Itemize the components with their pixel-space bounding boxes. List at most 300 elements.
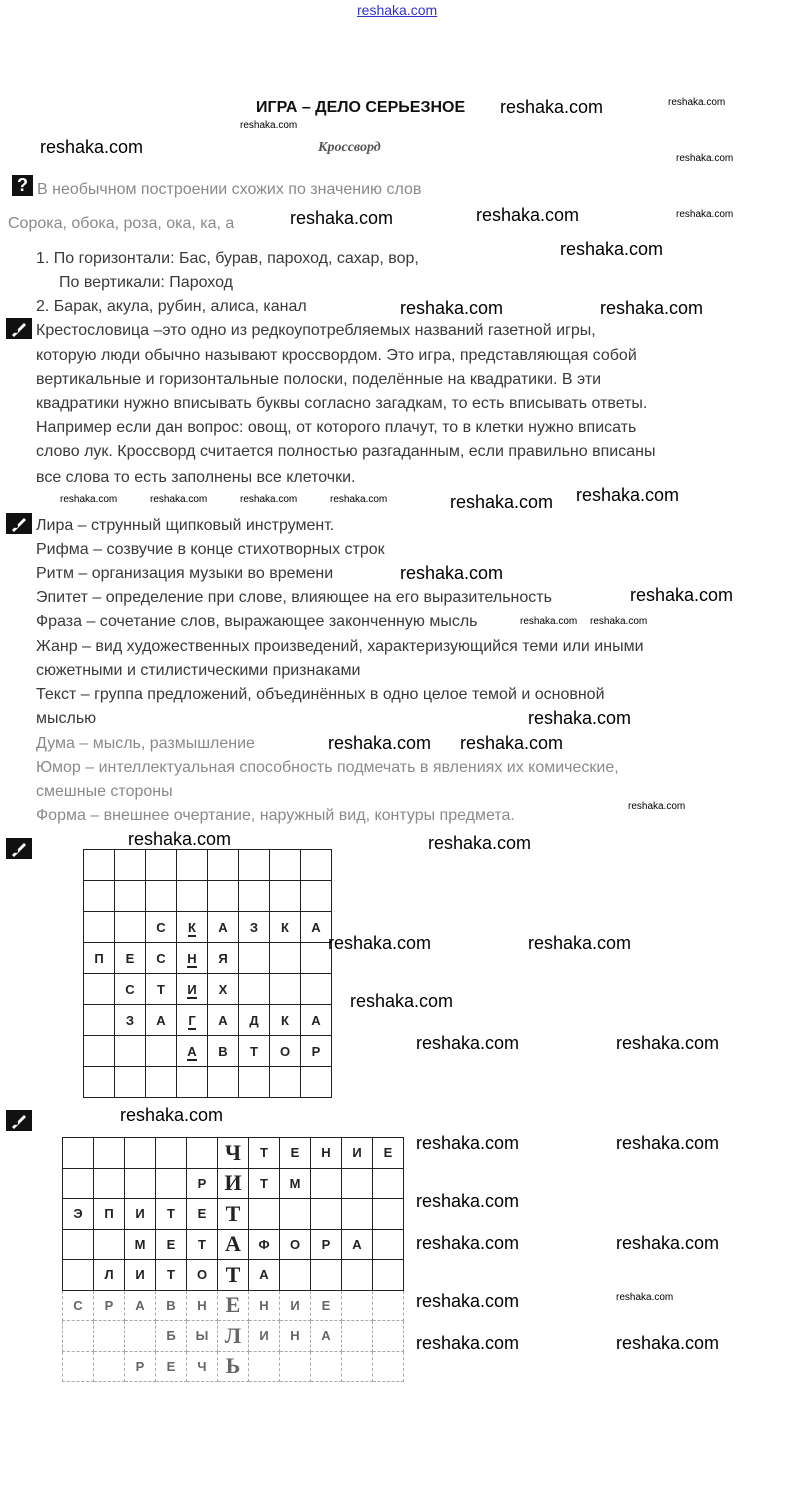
grid-cell	[270, 974, 301, 1005]
cell-letter: Е	[290, 1145, 300, 1161]
grid-cell	[239, 943, 270, 974]
cell-letter: К	[281, 919, 289, 935]
question-icon: ?	[12, 175, 33, 196]
cell-letter: Л	[104, 1267, 114, 1283]
grid-cell	[115, 943, 146, 974]
watermark: reshaka.com	[616, 1033, 720, 1053]
grid-cell	[270, 912, 301, 943]
watermark: reshaka.com	[60, 494, 118, 505]
grid-cell	[63, 1138, 94, 1169]
q3-line: смешные стороны	[36, 783, 173, 800]
cell-letter: А	[135, 1297, 145, 1313]
grid-cell	[301, 1067, 332, 1098]
grid-cell	[156, 1351, 187, 1382]
grid-cell	[218, 1168, 249, 1199]
q1-item: 2. Барак, акула, рубин, алиса, канал	[36, 298, 307, 315]
q2-line: слово лук. Кроссворд считается полностью разгаданным, если правильно вписаны	[36, 443, 656, 460]
cell-letter: Н	[259, 1297, 269, 1313]
grid-cell	[280, 1199, 311, 1230]
q1-words: Сорока, обока, роза, ока, ка, а	[8, 215, 235, 232]
q3-line: Ритм – организация музыки во времени	[36, 565, 334, 582]
watermark: reshaka.com	[328, 733, 432, 753]
cell-letter: Р	[104, 1297, 114, 1313]
grid-cell	[177, 1005, 208, 1036]
grid-cell	[115, 850, 146, 881]
grid-cell	[146, 1067, 177, 1098]
q2-line: Например если дан вопрос: овощ, от которого плачут, то в клетки нужно вписать	[36, 419, 637, 436]
grid-cell	[208, 943, 239, 974]
grid-cell	[311, 1290, 342, 1321]
cell-letter: И	[259, 1328, 269, 1344]
cell-letter: Н	[197, 1297, 207, 1313]
cell-letter: И	[135, 1206, 145, 1222]
cell-letter: И	[290, 1297, 300, 1313]
grid-row	[63, 1290, 404, 1321]
grid-cell	[342, 1229, 373, 1260]
grid-cell	[311, 1168, 342, 1199]
grid-cell	[208, 881, 239, 912]
cell-letter: О	[289, 1236, 301, 1252]
q3-line: Фраза – сочетание слов, выражающее законченную мысль	[36, 613, 478, 630]
cell-letter: Ы	[195, 1328, 209, 1344]
cell-letter: Т	[260, 1175, 268, 1191]
grid-cell	[63, 1351, 94, 1382]
grid-cell	[239, 912, 270, 943]
cell-letter: А	[225, 1231, 241, 1257]
q3-line: Эпитет – определение при слове, влияющее на его выразительность	[36, 589, 552, 606]
grid-cell	[342, 1260, 373, 1291]
grid-cell	[156, 1229, 187, 1260]
grid-cell	[84, 1067, 115, 1098]
grid-cell	[280, 1321, 311, 1352]
grid-cell	[280, 1168, 311, 1199]
watermark: reshaka.com	[400, 298, 504, 318]
cell-letter: Б	[166, 1328, 176, 1344]
grid-cell	[280, 1290, 311, 1321]
grid-cell	[208, 850, 239, 881]
q3-line: сюжетными и стилистическими признаками	[36, 662, 361, 679]
grid-cell	[218, 1229, 249, 1260]
cell-letter: Х	[218, 981, 228, 997]
q2-line: квадратики нужно вписывать буквы согласно загадкам, то есть вписывать ответы.	[36, 395, 648, 412]
watermark: reshaka.com	[450, 492, 554, 512]
crossword-1	[83, 849, 332, 1098]
pen-icon	[6, 318, 32, 339]
grid-cell	[249, 1199, 280, 1230]
watermark: reshaka.com	[560, 239, 664, 259]
cell-letter: Р	[197, 1175, 207, 1191]
grid-cell	[280, 1351, 311, 1382]
grid-cell	[187, 1321, 218, 1352]
q1-item: 1. По горизонтали: Бас, бурав, пароход, сахар, вор,	[36, 250, 419, 267]
watermark: reshaka.com	[416, 1233, 520, 1253]
grid-row	[84, 850, 332, 881]
grid-cell	[94, 1321, 125, 1352]
grid-cell	[239, 1005, 270, 1036]
watermark: reshaka.com	[40, 137, 144, 157]
watermark: reshaka.com	[150, 494, 208, 505]
cell-letter: Е	[166, 1358, 176, 1374]
grid-cell	[280, 1229, 311, 1260]
grid-cell	[301, 912, 332, 943]
grid-cell	[187, 1351, 218, 1382]
cell-letter: Н	[321, 1145, 331, 1161]
crossword-2	[62, 1137, 404, 1382]
grid-cell	[249, 1138, 280, 1169]
grid-cell	[156, 1168, 187, 1199]
grid-cell	[270, 1005, 301, 1036]
watermark: reshaka.com	[630, 585, 734, 605]
watermark: reshaka.com	[400, 563, 504, 583]
grid-cell	[177, 881, 208, 912]
grid-cell	[125, 1168, 156, 1199]
cell-letter: С	[125, 981, 135, 997]
watermark: reshaka.com	[460, 733, 564, 753]
cell-letter: О	[196, 1267, 208, 1283]
cell-letter: В	[166, 1297, 176, 1313]
grid-cell	[249, 1229, 280, 1260]
watermark: reshaka.com	[590, 616, 648, 627]
grid-cell	[301, 974, 332, 1005]
cell-letter: Е	[197, 1206, 207, 1222]
grid-cell	[84, 1036, 115, 1067]
grid-row	[63, 1199, 404, 1230]
grid-cell	[301, 850, 332, 881]
grid-cell	[156, 1290, 187, 1321]
watermark: reshaka.com	[520, 616, 578, 627]
pen-icon	[6, 838, 32, 859]
grid-cell	[94, 1290, 125, 1321]
grid-row	[63, 1138, 404, 1169]
cell-letter: Л	[224, 1322, 242, 1348]
grid-cell	[63, 1260, 94, 1291]
grid-cell	[115, 1067, 146, 1098]
cell-letter: П	[94, 950, 104, 966]
cell-letter: Т	[157, 981, 165, 997]
cell-letter: М	[289, 1175, 301, 1191]
cell-letter: И	[135, 1267, 145, 1283]
cell-letter: А	[352, 1236, 362, 1252]
watermark: reshaka.com	[416, 1191, 520, 1211]
cell-letter: Э	[73, 1206, 83, 1222]
grid-row	[84, 1005, 332, 1036]
grid-cell	[373, 1260, 404, 1291]
watermark: reshaka.com	[328, 933, 432, 953]
watermark: reshaka.com	[240, 494, 298, 505]
grid-cell	[156, 1199, 187, 1230]
grid-cell	[115, 974, 146, 1005]
cell-letter: З	[125, 1012, 135, 1028]
grid-cell	[146, 881, 177, 912]
grid-cell	[373, 1229, 404, 1260]
watermark: reshaka.com	[128, 829, 232, 849]
grid-cell	[115, 881, 146, 912]
grid-cell	[125, 1199, 156, 1230]
grid-cell	[270, 1036, 301, 1067]
q3-line: Форма – внешнее очертание, наружный вид, контуры предмета.	[36, 807, 515, 824]
grid-cell	[373, 1138, 404, 1169]
cell-letter: А	[259, 1267, 269, 1283]
grid-cell	[311, 1229, 342, 1260]
grid-row	[63, 1351, 404, 1382]
cell-letter: Е	[225, 1292, 241, 1318]
grid-cell	[208, 974, 239, 1005]
grid-cell	[342, 1168, 373, 1199]
grid-cell	[187, 1229, 218, 1260]
cell-letter: А	[218, 1012, 228, 1028]
watermark: reshaka.com	[628, 801, 686, 812]
grid-cell	[146, 912, 177, 943]
grid-row	[63, 1260, 404, 1291]
q3-line: Жанр – вид художественных произведений, характеризующийся теми или иными	[36, 638, 644, 655]
cell-letter: А	[311, 1012, 321, 1028]
grid-cell	[94, 1168, 125, 1199]
grid-cell	[125, 1321, 156, 1352]
grid-cell	[239, 1067, 270, 1098]
grid-cell	[239, 974, 270, 1005]
grid-cell	[156, 1321, 187, 1352]
cell-letter: Н	[290, 1328, 300, 1344]
grid-row	[63, 1229, 404, 1260]
pen-icon	[6, 513, 32, 534]
grid-cell	[115, 1036, 146, 1067]
grid-cell	[187, 1168, 218, 1199]
cell-letter: Т	[225, 1200, 241, 1226]
watermark: reshaka.com	[676, 153, 734, 164]
grid-cell	[146, 1005, 177, 1036]
grid-cell	[125, 1290, 156, 1321]
grid-cell	[84, 881, 115, 912]
watermark: reshaka.com	[416, 1333, 520, 1353]
grid-cell	[218, 1351, 249, 1382]
cell-letter: Р	[321, 1236, 331, 1252]
cell-letter: Ф	[258, 1236, 270, 1252]
grid-cell	[249, 1290, 280, 1321]
watermark: reshaka.com	[616, 1133, 720, 1153]
grid-row	[84, 881, 332, 912]
watermark: reshaka.com	[290, 208, 394, 228]
grid-cell	[301, 1036, 332, 1067]
grid-cell	[239, 881, 270, 912]
watermark: reshaka.com	[240, 120, 298, 131]
grid-cell	[115, 1005, 146, 1036]
grid-cell	[84, 974, 115, 1005]
cell-letter: П	[104, 1206, 114, 1222]
grid-cell	[311, 1138, 342, 1169]
cell-letter: Е	[321, 1297, 331, 1313]
cell-letter: Т	[167, 1267, 175, 1283]
grid-cell	[125, 1260, 156, 1291]
grid-cell	[156, 1260, 187, 1291]
grid-cell	[249, 1351, 280, 1382]
grid-cell	[84, 912, 115, 943]
grid-cell	[342, 1138, 373, 1169]
grid-cell	[301, 1005, 332, 1036]
q3-line: мыслью	[36, 710, 97, 727]
grid-cell	[94, 1138, 125, 1169]
cell-letter: А	[311, 919, 321, 935]
grid-cell	[373, 1199, 404, 1230]
grid-cell	[187, 1260, 218, 1291]
watermark: reshaka.com	[350, 991, 454, 1011]
grid-cell	[218, 1260, 249, 1291]
grid-row	[84, 912, 332, 943]
grid-cell	[115, 912, 146, 943]
grid-row	[63, 1168, 404, 1199]
grid-cell	[311, 1321, 342, 1352]
grid-cell	[208, 1036, 239, 1067]
cell-letter: Е	[383, 1145, 393, 1161]
grid-cell	[208, 1005, 239, 1036]
grid-cell	[373, 1290, 404, 1321]
cell-letter: А	[187, 1043, 197, 1059]
grid-cell	[239, 850, 270, 881]
cell-letter: В	[218, 1043, 228, 1059]
grid-cell	[270, 850, 301, 881]
watermark: reshaka.com	[528, 708, 632, 728]
grid-cell	[84, 1005, 115, 1036]
cell-letter: З	[249, 919, 259, 935]
watermark: reshaka.com	[528, 933, 632, 953]
grid-cell	[373, 1321, 404, 1352]
cell-letter: Т	[167, 1206, 175, 1222]
site-link[interactable]: reshaka.com	[357, 2, 438, 18]
grid-cell	[208, 1067, 239, 1098]
grid-cell	[94, 1260, 125, 1291]
grid-cell	[63, 1321, 94, 1352]
grid-cell	[177, 912, 208, 943]
cell-letter: К	[188, 919, 196, 935]
grid-cell	[177, 974, 208, 1005]
cell-letter: Я	[218, 950, 228, 966]
cell-letter: Р	[311, 1043, 321, 1059]
grid-cell	[94, 1351, 125, 1382]
grid-cell	[280, 1260, 311, 1291]
grid-cell	[177, 850, 208, 881]
grid-cell	[125, 1229, 156, 1260]
watermark: reshaka.com	[416, 1291, 520, 1311]
grid-cell	[218, 1138, 249, 1169]
grid-cell	[146, 974, 177, 1005]
grid-cell	[63, 1168, 94, 1199]
cell-letter: С	[73, 1297, 83, 1313]
watermark: reshaka.com	[600, 298, 704, 318]
cell-letter: А	[156, 1012, 166, 1028]
grid-cell	[239, 1036, 270, 1067]
watermark: reshaka.com	[616, 1233, 720, 1253]
watermark: reshaka.com	[428, 833, 532, 853]
cell-letter: К	[281, 1012, 289, 1028]
grid-row	[84, 943, 332, 974]
q3-line: Рифма – созвучие в конце стихотворных строк	[36, 541, 385, 558]
q3-line: Дума – мысль, размышление	[36, 735, 255, 752]
grid-cell	[63, 1290, 94, 1321]
cell-letter: О	[279, 1043, 291, 1059]
grid-row	[63, 1321, 404, 1352]
grid-cell	[249, 1260, 280, 1291]
cell-letter: Г	[188, 1012, 196, 1028]
q2-line: вертикальные и горизонтальные полоски, поделённые на квадратики. В эти	[36, 371, 602, 388]
cell-letter: Т	[250, 1043, 258, 1059]
grid-cell	[342, 1351, 373, 1382]
grid-cell	[84, 850, 115, 881]
pen-icon	[6, 1110, 32, 1131]
cell-letter: А	[218, 919, 228, 935]
grid-cell	[177, 1036, 208, 1067]
cell-letter: Д	[249, 1012, 259, 1028]
cell-letter: Р	[135, 1358, 145, 1374]
grid-cell	[177, 943, 208, 974]
grid-cell	[218, 1290, 249, 1321]
watermark: reshaka.com	[616, 1292, 674, 1303]
grid-cell	[280, 1138, 311, 1169]
grid-cell	[125, 1138, 156, 1169]
grid-row	[84, 1036, 332, 1067]
cell-letter: М	[134, 1236, 146, 1252]
page-title: ИГРА – ДЕЛО СЕРЬЕЗНОЕ	[256, 99, 466, 116]
grid-cell	[94, 1229, 125, 1260]
watermark: reshaka.com	[500, 97, 604, 117]
grid-cell	[311, 1351, 342, 1382]
grid-cell	[94, 1199, 125, 1230]
grid-cell	[177, 1067, 208, 1098]
grid-cell	[311, 1260, 342, 1291]
watermark: reshaka.com	[668, 97, 726, 108]
grid-cell	[187, 1199, 218, 1230]
q1-item: По вертикали: Пароход	[59, 274, 234, 291]
watermark: reshaka.com	[330, 494, 388, 505]
grid-cell	[270, 943, 301, 974]
grid-cell	[311, 1199, 342, 1230]
watermark: reshaka.com	[476, 205, 580, 225]
cell-letter: Н	[187, 950, 197, 966]
cell-letter: Т	[260, 1145, 268, 1161]
section-subtitle: Кроссворд	[318, 140, 381, 155]
grid-cell	[342, 1199, 373, 1230]
grid-cell	[218, 1321, 249, 1352]
watermark: reshaka.com	[616, 1333, 720, 1353]
grid-cell	[301, 943, 332, 974]
cell-letter: И	[224, 1170, 242, 1196]
grid-cell	[125, 1351, 156, 1382]
cell-letter: И	[352, 1145, 362, 1161]
grid-cell	[63, 1229, 94, 1260]
grid-cell	[187, 1138, 218, 1169]
grid-cell	[146, 943, 177, 974]
cell-letter: С	[156, 919, 166, 935]
grid-cell	[342, 1290, 373, 1321]
grid-cell	[342, 1321, 373, 1352]
grid-cell	[63, 1199, 94, 1230]
grid-cell	[84, 943, 115, 974]
cell-letter: Ч	[197, 1358, 207, 1374]
watermark: reshaka.com	[416, 1033, 520, 1053]
watermark: reshaka.com	[120, 1105, 224, 1125]
grid-cell	[218, 1199, 249, 1230]
grid-cell	[373, 1351, 404, 1382]
cell-letter: Ч	[224, 1139, 242, 1165]
q3-line: Юмор – интеллектуальная способность подмечать в явлениях их комические,	[36, 759, 619, 776]
grid-cell	[301, 881, 332, 912]
q3-line: Лира – струнный щипковый инструмент.	[36, 517, 335, 534]
grid-cell	[208, 912, 239, 943]
cell-letter: И	[187, 981, 197, 997]
cell-letter: Е	[125, 950, 135, 966]
cell-letter: Т	[198, 1236, 206, 1252]
cell-letter: Е	[166, 1236, 176, 1252]
watermark: reshaka.com	[416, 1133, 520, 1153]
grid-row	[84, 1067, 332, 1098]
